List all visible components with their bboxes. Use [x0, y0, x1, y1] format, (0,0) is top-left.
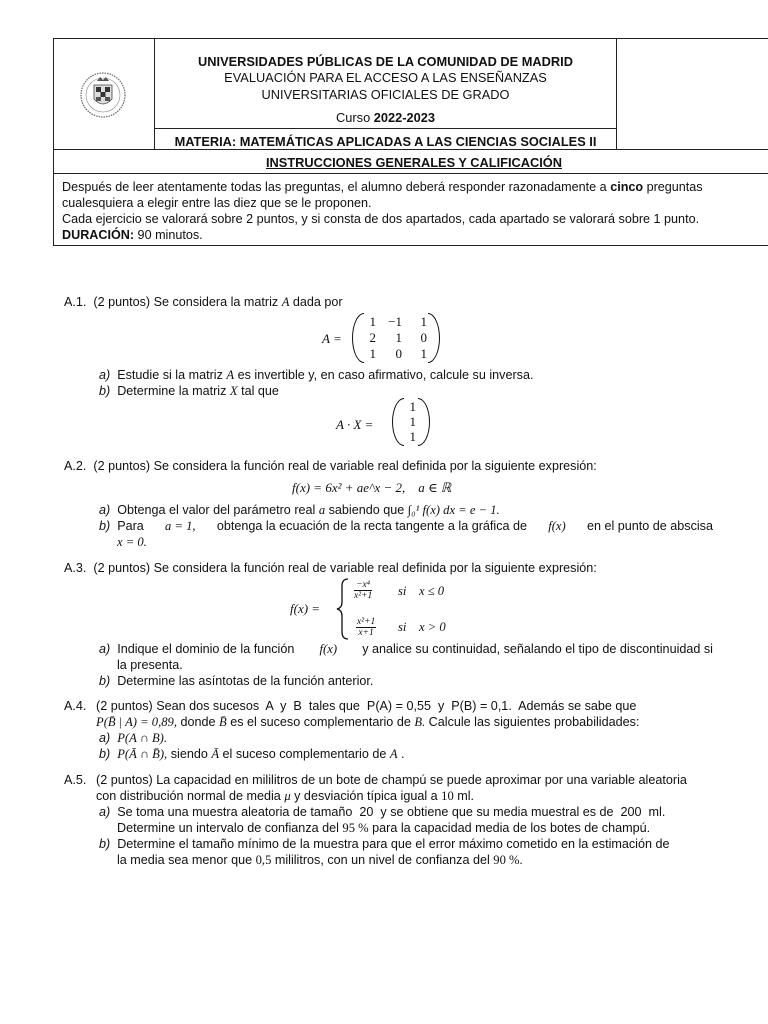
a1-vector-eq: A · X =	[336, 417, 374, 432]
right-paren	[428, 313, 440, 363]
a5-b-error: 0,5	[255, 853, 272, 867]
a4-abar: Ā	[211, 747, 220, 761]
a4-cond-prob: P(B̄ | A) = 0,89,	[96, 715, 177, 729]
a2-a-text1: Obtenga el valor del parámetro real	[117, 503, 316, 517]
fraction-denominator: x²+1	[354, 591, 373, 601]
header-curso-line	[154, 110, 617, 125]
a5-a-confidence: 95 %	[342, 821, 369, 835]
instructions-divider	[54, 173, 768, 174]
part-label: a)	[99, 368, 111, 382]
header-divider	[154, 128, 617, 129]
a2-b-fx: f(x)	[548, 519, 566, 533]
a3-b-text: Determine las asíntotas de la función anterior.	[117, 674, 374, 688]
a3-part-b	[99, 674, 373, 688]
a4-b-end: .	[397, 747, 405, 761]
a5-line2	[96, 789, 474, 804]
fraction-numerator: −x⁴	[354, 580, 372, 591]
a2-b-text3: en el punto de abscisa	[586, 519, 713, 533]
a5-a-line2-end: para la capacidad media de los botes de champú.	[372, 821, 651, 835]
a4-a-text: P(A ∩ B).	[117, 731, 167, 745]
a5-part-b-line2	[117, 853, 523, 868]
a3-a-text2: y analice su continuidad, señalando el tipo de discontinuidad si	[362, 642, 713, 656]
part-label: b)	[99, 674, 111, 688]
instructions-title: INSTRUCCIONES GENERALES Y CALIFICACIÓN	[265, 155, 562, 170]
a2-b-point: x = 0.	[117, 535, 147, 549]
materia-title: MATERIA: MATEMÁTICAS APLICADAS A LAS CIENCIAS SOCIALES II	[174, 134, 597, 149]
fraction-numerator: x²+1	[357, 617, 376, 627]
curso-value: 2022-2023	[373, 110, 435, 125]
a3-case2-cond: si x > 0	[398, 620, 446, 634]
vector-cell: 1	[409, 414, 416, 429]
a2-part-a	[99, 503, 500, 518]
instructions-p1	[62, 180, 766, 194]
instructions-p1-text: Después de leer atentamente todas las preguntas, el alumno deberá responder razonadamente a	[62, 180, 607, 194]
a1-matrix-eq: A =	[322, 331, 342, 346]
a5-sd: 10	[441, 789, 454, 803]
a1-part-b	[99, 384, 279, 399]
a5-a-line2: Determine un intervalo de confianza del	[117, 821, 339, 835]
vector-cell: 1	[409, 399, 416, 414]
a3-case1-cond: si x ≤ 0	[398, 584, 445, 598]
a3-stem-text: (2 puntos) Se considera la función real de variable real definida por la siguiente expresión:	[93, 561, 597, 575]
a1-b-text1: Determine la matriz	[117, 384, 227, 398]
a1-part-a	[99, 368, 533, 383]
a5-b-confidence: 90 %.	[493, 853, 523, 867]
header-evaluation-line: EVALUACIÓN PARA EL ACCESO A LAS ENSEÑANZAS	[224, 70, 547, 85]
part-label: b)	[99, 519, 111, 533]
header-university-line: UNIVERSIDADES PÚBLICAS DE LA COMUNIDAD DE MADRID	[198, 54, 573, 69]
part-label: a)	[99, 731, 111, 745]
part-label: a)	[99, 805, 111, 819]
duration-label: DURACIÓN:	[62, 228, 135, 242]
a5-b-line2: la media sea menor que	[117, 853, 253, 867]
a4-part-a	[99, 731, 167, 746]
a2-a-text2: sabiendo que	[328, 503, 405, 517]
matrix-cell: 2	[369, 330, 376, 345]
a3-a-text1: Indique el dominio de la función	[117, 642, 295, 656]
matrix-cell: 1	[420, 346, 427, 361]
a4-b-text: siendo	[167, 747, 212, 761]
matrix-cell: 1	[369, 346, 376, 361]
a1-b-matrix: X	[229, 384, 238, 398]
instructions-p3: Cada ejercicio se valorará sobre 2 puntos, y si consta de dos apartados, cada apartado se valorará sobre 1 punto.	[62, 212, 700, 226]
instructions-p2: cualesquiera a elegir entre las diez que se le proponen.	[62, 196, 372, 210]
matrix-cell: 1	[369, 314, 376, 329]
instructions-p1-end: preguntas	[646, 180, 703, 194]
a5-line2-text2: y desviación típica igual a	[294, 789, 438, 803]
a4-line2-text: donde	[176, 715, 220, 729]
a1-matrix	[352, 313, 440, 363]
a1-stem-end: dada por	[292, 295, 343, 309]
a5-b-line2-mid: mililitros, con un nivel de confianza del	[274, 853, 490, 867]
a1-vector	[392, 398, 430, 446]
a4-part-b	[99, 747, 405, 762]
a3-a-fx: f(x)	[319, 642, 338, 656]
matrix-cell: 1	[395, 330, 402, 345]
a4-bbar: B̄	[219, 715, 227, 729]
a5-part-a-line1	[99, 805, 713, 819]
a2-number: A.2.	[64, 459, 87, 473]
a1-stem-text: (2 puntos) Se considera la matriz	[93, 295, 279, 309]
a5-part-b-line1	[99, 837, 669, 851]
a4-line2-text2: es el suceso complementario de	[226, 715, 415, 729]
a5-part-a-line2	[117, 821, 650, 836]
a5-mu: μ	[284, 789, 291, 803]
university-crest-logo	[78, 67, 128, 123]
part-label: a)	[99, 503, 111, 517]
a5-b-line1: Determine el tamaño mínimo de la muestra para que el error máximo cometido en la estimación de	[117, 837, 670, 851]
a3-fx: f(x) =	[290, 601, 321, 616]
a2-formula: f(x) = 6x² + ae^x − 2, a ∈ ℝ	[292, 480, 452, 495]
part-label: a)	[99, 642, 111, 656]
a5-a-line1: Se toma una muestra aleatoria de tamaño 20 y se obtiene que su media muestral es de 200 ml.	[117, 805, 666, 819]
instructions-box	[53, 150, 768, 246]
matrix-cell: 0	[420, 330, 427, 345]
a2-integral: ∫₀¹ f(x) dx = e − 1.	[407, 503, 500, 517]
a1-a-text2: es invertible y, en caso afirmativo, calcule su inversa.	[237, 368, 534, 382]
a5-line2-text: con distribución normal de media	[96, 789, 281, 803]
logo-cell	[54, 39, 155, 150]
a3-a-text3: la presenta.	[117, 658, 183, 672]
a1-a-matrix: A	[226, 368, 235, 382]
a2-b-text1: Para	[117, 519, 144, 533]
matrix-cell: 0	[395, 346, 402, 361]
a4-line2	[96, 715, 639, 730]
a4-a: A	[389, 747, 398, 761]
a1-b-text2: tal que	[241, 384, 279, 398]
a5-line2-end: ml.	[457, 789, 475, 803]
part-label: b)	[99, 837, 111, 851]
a2-a-param: a	[318, 503, 326, 517]
a4-line2-text3: Calcule las siguientes probabilidades:	[425, 715, 640, 729]
vector-cell: 1	[409, 429, 416, 444]
a1-number: A.1.	[64, 295, 87, 309]
a1-stem	[64, 295, 343, 310]
a1-matrix-name: A	[281, 295, 290, 309]
a5-number: A.5.	[64, 773, 87, 787]
a2-stem	[64, 459, 597, 473]
a3-case1-fraction	[354, 580, 372, 601]
a2-b-cond: a = 1,	[165, 519, 196, 533]
part-label: b)	[99, 384, 111, 398]
instructions-cinco: cinco	[610, 180, 644, 194]
header-right-cell	[616, 39, 768, 150]
a2-b-text2: obtenga la ecuación de la recta tangente a la gráfica de	[216, 519, 527, 533]
a5-line1: (2 puntos) La capacidad en mililitros de un bote de champú se puede aproximar por una variable aleatoria	[96, 773, 687, 787]
fraction-denominator: x+1	[358, 628, 374, 638]
instructions-duration	[62, 228, 203, 242]
a4-line1: (2 puntos) Sean dos sucesos A y B tales que P(A) = 0,55 y P(B) = 0,1. Además se sabe que	[96, 699, 637, 713]
a3-case2-fraction	[356, 617, 376, 638]
a4-number: A.4.	[64, 699, 87, 713]
a3-part-a	[99, 642, 713, 657]
a1-a-text1: Estudie si la matriz	[117, 368, 223, 382]
a4-b-prob: P(Ā ∩ B̄),	[117, 747, 168, 761]
a3-stem	[64, 561, 597, 575]
a2-part-b	[99, 519, 713, 534]
a4-b-text2: el suceso complementario de	[219, 747, 390, 761]
a4-b: B.	[414, 715, 426, 729]
matrix-cell: 1	[420, 314, 427, 329]
a3-brace	[336, 578, 350, 640]
matrix-cell: −1	[388, 314, 402, 329]
part-label: b)	[99, 747, 111, 761]
a3-number: A.3.	[64, 561, 87, 575]
curso-label: Curso	[336, 110, 374, 125]
duration-value: 90 minutos.	[134, 228, 203, 242]
header-title-block	[154, 39, 617, 150]
a2-stem-text: (2 puntos) Se considera la función real de variable real definida por la siguiente expresión:	[93, 459, 597, 473]
exam-header	[53, 38, 768, 150]
right-paren	[418, 398, 430, 446]
header-grado-line: UNIVERSITARIAS OFICIALES DE GRADO	[261, 87, 510, 102]
